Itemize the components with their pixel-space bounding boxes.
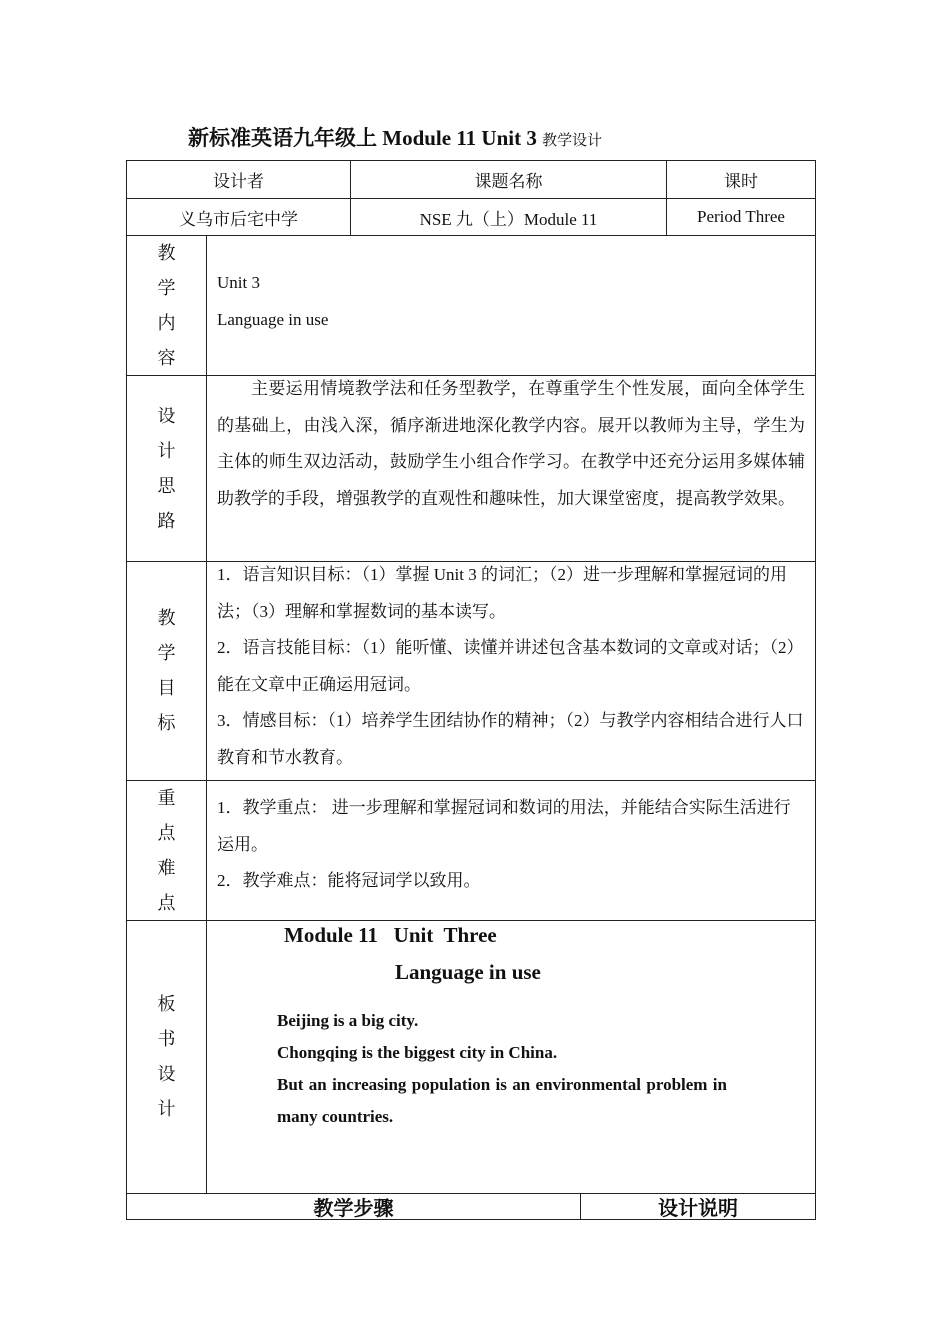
label-char: 重 (157, 787, 176, 808)
label-char: 学 (157, 643, 176, 663)
designer-value: 义乌市后宅中学 (126, 198, 351, 236)
document-title (188, 122, 602, 152)
label-char: 点 (157, 822, 176, 843)
label-char: 书 (157, 1029, 176, 1049)
title-suffix: 教学设计 (542, 133, 603, 149)
label-char: 计 (157, 440, 176, 461)
goals-body (206, 561, 816, 781)
content-label (126, 235, 207, 376)
board-body (206, 920, 816, 1194)
design-body (206, 375, 816, 562)
board-sentence: Beijing is a big city. (277, 1011, 419, 1030)
key-body (206, 780, 816, 921)
topic-value: NSE 九（上）Module 11 (350, 198, 667, 236)
label-char: 目 (157, 678, 176, 698)
title-main: 新标准英语九年级上 Module 11 Unit 3 (188, 126, 537, 150)
label-char: 板 (157, 994, 176, 1014)
label-char: 思 (157, 475, 176, 496)
key-item: 1．教学重点： 进一步理解和掌握冠词和数词的用法，并能结合实际生活进行运用。 (217, 798, 791, 854)
header-period-label: 课时 (666, 160, 816, 199)
label-char: 教 (157, 242, 176, 263)
board-heading-language: Language in use (395, 960, 541, 984)
label-char: 路 (157, 510, 176, 531)
label-char: 内 (157, 312, 176, 333)
label-char: 学 (157, 277, 176, 298)
board-heading-module: Module 11 Unit Three (284, 923, 497, 947)
key-label (126, 780, 207, 921)
label-char: 设 (157, 1064, 176, 1084)
period-value: Period Three (666, 198, 816, 236)
steps-header: 教学步骤 (126, 1193, 581, 1220)
board-label (126, 920, 207, 1194)
design-label (126, 375, 207, 562)
label-char: 教 (157, 608, 176, 628)
goal-item: 2．语言技能目标：（1）能听懂、读懂并讲述包含基本数词的文章或对话；（2）能在文章中正确运用冠词。 (217, 638, 804, 694)
label-char: 标 (157, 713, 176, 733)
label-char: 点 (157, 892, 176, 913)
header-topic-label: 课题名称 (350, 160, 667, 199)
board-sentence: Chongqing is the biggest city in China. (277, 1043, 558, 1062)
goal-item: 3．情感目标：（1）培养学生团结协作的精神；（2）与教学内容相结合进行人口教育和节水教育。 (217, 711, 804, 767)
label-char: 设 (157, 405, 176, 426)
content-line: Unit 3 (217, 273, 260, 292)
board-sentences (277, 1005, 727, 1133)
content-body (206, 235, 816, 376)
label-char: 计 (157, 1099, 176, 1119)
label-char: 难 (157, 857, 176, 878)
label-char: 容 (157, 347, 176, 368)
header-designer-label: 设计者 (126, 160, 351, 199)
goal-item: 1．语言知识目标：（1）掌握 Unit 3 的词汇；（2）进一步理解和掌握冠词的用法；（3）理解和掌握数词的基本读写。 (217, 565, 787, 621)
content-line: Language in use (217, 309, 329, 329)
key-item: 2．教学难点：能将冠词学以致用。 (217, 871, 481, 890)
board-sentence: But an increasing population is an environmental problem in many countries. (277, 1075, 727, 1126)
notes-header: 设计说明 (580, 1193, 816, 1220)
design-text: 主要运用情境教学法和任务型教学，在尊重学生个性发展，面向全体学生的基础上，由浅入深，循序渐进地深化教学内容。展开以教师为主导，学生为主体的师生双边活动，鼓励学生小组合作学习。在教学中还充分运用多媒体辅助教学的手段，增强教学的直观性和趣味性，加大课堂密度，提高教学效果。 (217, 379, 805, 508)
goals-label (126, 561, 207, 781)
